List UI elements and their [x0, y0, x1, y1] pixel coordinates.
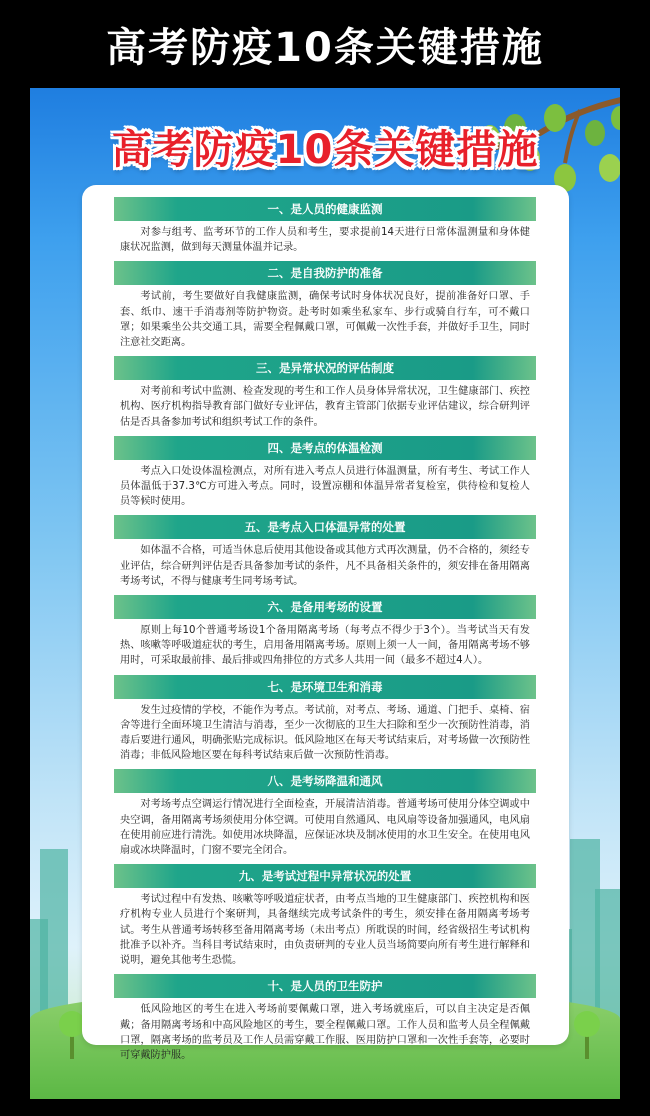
poster [30, 88, 620, 1099]
section-4 [114, 436, 536, 510]
section-heading: 五、是考点入口体温异常的处置 [114, 515, 536, 539]
poster-title: 高考防疫10条关键措施 [111, 127, 539, 173]
section-5 [114, 515, 536, 589]
content-card [82, 185, 569, 1061]
section-heading: 六、是备用考场的设置 [114, 595, 536, 619]
section-2 [114, 261, 536, 350]
section-body: 对参与组考、监考环节的工作人员和考生，要求提前14天进行日常体温测量和身体健康状况监测，做到每天测量体温并记录。 [120, 227, 530, 254]
measures-list [114, 197, 536, 1069]
section-3 [114, 356, 536, 430]
section-heading: 九、是考试过程中异常状况的处置 [114, 864, 536, 888]
section-body: 考点入口处设体温检测点，对所有进入考点人员进行体温测量，所有考生、考试工作人员体温低于37.3℃方可进入考点。同时，设置凉棚和体温异常者复检室，供待检和复检人员等候时使用。 [120, 465, 530, 508]
section-body: 考试过程中有发热、咳嗽等呼吸道症状者，由考点当地的卫生健康部门、疾控机构和医疗机构专业人员进行个案研判，具备继续完成考试条件的考生，须安排在备用隔离考场考试。考生从普通考场转移至备用隔离考场（未出考点）所耽误的时间，经省级招生考试机构批准予以补齐。当科目考试结束时，由负责研判的专业人员当场简要向所有考生进行解释和说明，避免其他考生恐慌。 [120, 894, 530, 967]
section-8 [114, 769, 536, 858]
section-heading: 八、是考场降温和通风 [114, 769, 536, 793]
section-1 [114, 197, 536, 255]
section-body: 考试前，考生要做好自我健康监测，确保考试时身体状况良好，提前准备好口罩、手套、纸巾、速干手消毒剂等防护物资。赴考时如乘坐私家车、步行或骑自行车，可不戴口罩；如果乘坐公共交通工具，需要全程佩戴口罩，可佩戴一次性手套，并做好手卫生，同时注意社交距离。 [120, 291, 530, 349]
section-heading: 十、是人员的卫生防护 [114, 974, 536, 998]
section-heading: 一、是人员的健康监测 [114, 197, 536, 221]
section-heading: 二、是自我防护的准备 [114, 261, 536, 285]
section-body: 如体温不合格，可适当休息后使用其他设备或其他方式再次测量，仍不合格的，须经专业评估，综合研判评估是否具备参加考试的条件，凡不具备相关条件的，须安排在备用隔离考场考试，不得与健康考生同考场考试。 [120, 545, 530, 587]
section-body: 对考前和考试中监测、检查发现的考生和工作人员身体异常状况，卫生健康部门、疾控机构、医疗机构指导教育部门做好专业评估，教育主管部门依据专业评估建议，综合研判评估是否具备参加考试和组织考试工作的条件。 [120, 386, 530, 428]
section-6 [114, 595, 536, 669]
section-body: 对考场考点空调运行情况进行全面检查，开展清洁消毒。普通考场可使用分体空调或中央空调，备用隔离考场须使用分体空调。可使用自然通风、电风扇等设备加强通风，电风扇在使用前应进行清洗。如使用冰块降温，应保证冰块及制冰使用的水卫生安全。在使用电风扇或冰块降温时，门窗不要完全闭合。 [120, 799, 530, 857]
section-body: 低风险地区的考生在进入考场前要佩戴口罩，进入考场就座后，可以自主决定是否佩戴；备用隔离考场和中高风险地区的考生，要全程佩戴口罩。工作人员和监考人员全程佩戴口罩，隔离考场的监考员及工作人员需穿戴工作服、医用防护口罩和一次性手套等，必要时可穿戴防护服。 [120, 1004, 530, 1061]
section-7 [114, 675, 536, 764]
section-heading: 三、是异常状况的评估制度 [114, 356, 536, 380]
section-body: 原则上每10个普通考场设1个备用隔离考场（每考点不得少于3个）。当考试当天有发热、咳嗽等呼吸道症状的考生，启用备用隔离考场。原则上须一人一间，备用隔离考场不够用时，可采取最前排、最后排或四角排位的方式多人共用一间（最多不超过4人）。 [120, 625, 530, 667]
section-heading: 七、是环境卫生和消毒 [114, 675, 536, 699]
page-title: 高考防疫10条关键措施 [106, 24, 544, 71]
tree-icon [574, 1011, 600, 1037]
section-heading: 四、是考点的体温检测 [114, 436, 536, 460]
section-body: 发生过疫情的学校，不能作为考点。考试前，对考点、考场、通道、门把手、桌椅、宿舍等进行全面环境卫生清洁与消毒，至少一次彻底的卫生大扫除和至少一次预防性消毒，消毒后要进行通风，明确张贴完成标识。低风险地区在每天考试结束后，对考场做一次预防性消毒；非低风险地区要在每科考试结束后做一次预防性消毒。 [120, 704, 530, 762]
section-10 [114, 974, 536, 1063]
section-9 [114, 864, 536, 968]
